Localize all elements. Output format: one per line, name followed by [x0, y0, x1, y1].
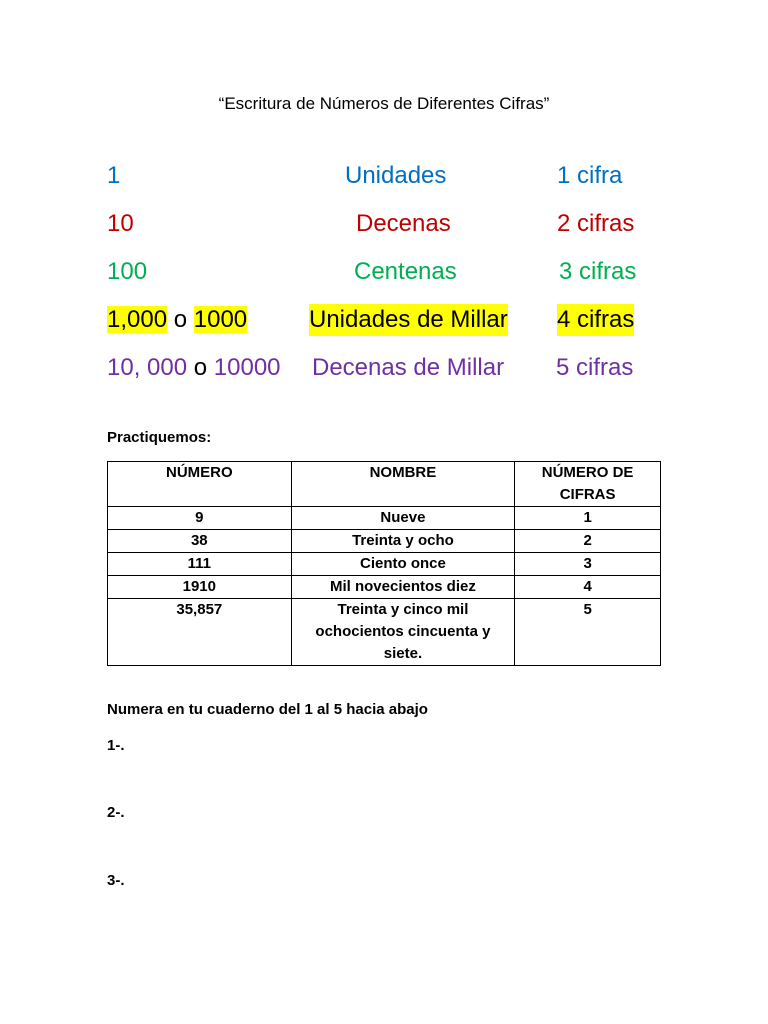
place-value-name: Unidades de Millar — [309, 304, 508, 336]
cell-number: 38 — [108, 530, 292, 553]
place-value-name: Decenas de Millar — [312, 354, 505, 381]
table-row — [108, 530, 661, 553]
place-value-row-unidades-de-millar — [0, 304, 768, 336]
place-value-name: Decenas — [356, 210, 451, 237]
place-value-digits: 1 cifra — [557, 162, 623, 189]
cell-name: Treinta y cinco mil ochocientos cincuenta y siete. — [291, 599, 515, 666]
instruction-text: Numera en tu cuaderno del 1 al 5 hacia abajo — [107, 701, 428, 718]
place-value-number-alt: 10000 — [213, 354, 281, 381]
table-row — [108, 507, 661, 530]
cell-digit-count: 3 — [515, 553, 661, 576]
place-value-row-centenas — [0, 256, 768, 288]
place-value-number: 1 — [107, 162, 121, 189]
place-value-number: 10 — [107, 210, 134, 237]
place-value-row-decenas-de-millar — [0, 352, 768, 384]
place-value-name: Unidades — [345, 162, 447, 189]
cell-name: Ciento once — [291, 553, 515, 576]
cell-name: Treinta y ocho — [291, 530, 515, 553]
cell-name: Mil novecientos diez — [291, 576, 515, 599]
column-header-digit-count: NÚMERO DE CIFRAS — [515, 462, 661, 507]
place-value-digits: 2 cifras — [557, 210, 635, 237]
place-value-row-unidades — [0, 160, 768, 192]
cell-digit-count: 5 — [515, 599, 661, 666]
cell-digit-count: 1 — [515, 507, 661, 530]
table-row — [108, 553, 661, 576]
answer-line-1: 1-. — [107, 737, 125, 754]
cell-name: Nueve — [291, 507, 515, 530]
answer-line-3: 3-. — [107, 872, 125, 889]
place-value-digits: 4 cifras — [557, 304, 634, 336]
place-value-name: Centenas — [354, 258, 457, 285]
cell-number: 111 — [108, 553, 292, 576]
cell-digit-count: 2 — [515, 530, 661, 553]
practice-label: Practiquemos: — [107, 429, 212, 446]
cell-number: 1910 — [108, 576, 292, 599]
cell-number: 35,857 — [108, 599, 292, 666]
practice-table — [107, 461, 661, 666]
column-header-name: NOMBRE — [291, 462, 515, 507]
table-row — [108, 599, 661, 666]
place-value-connector: o — [193, 354, 208, 381]
table-row — [108, 576, 661, 599]
cell-digit-count: 4 — [515, 576, 661, 599]
place-value-digits: 5 cifras — [556, 354, 634, 381]
place-value-number: 100 — [107, 258, 148, 285]
column-header-number: NÚMERO — [108, 462, 292, 507]
place-value-digits: 3 cifras — [559, 258, 637, 285]
place-value-number-alt: 1000 — [193, 306, 248, 333]
cell-number: 9 — [108, 507, 292, 530]
place-value-number: 10, 000 — [107, 354, 188, 381]
page-title: “Escritura de Números de Diferentes Cifras” — [218, 94, 550, 113]
place-value-connector: o — [173, 306, 188, 333]
place-value-number-group — [107, 304, 247, 336]
answer-line-2: 2-. — [107, 804, 125, 821]
table-header-row — [108, 462, 661, 507]
place-value-number-group — [107, 352, 281, 384]
place-value-row-decenas — [0, 208, 768, 240]
place-value-number: 1,000 — [107, 306, 168, 333]
